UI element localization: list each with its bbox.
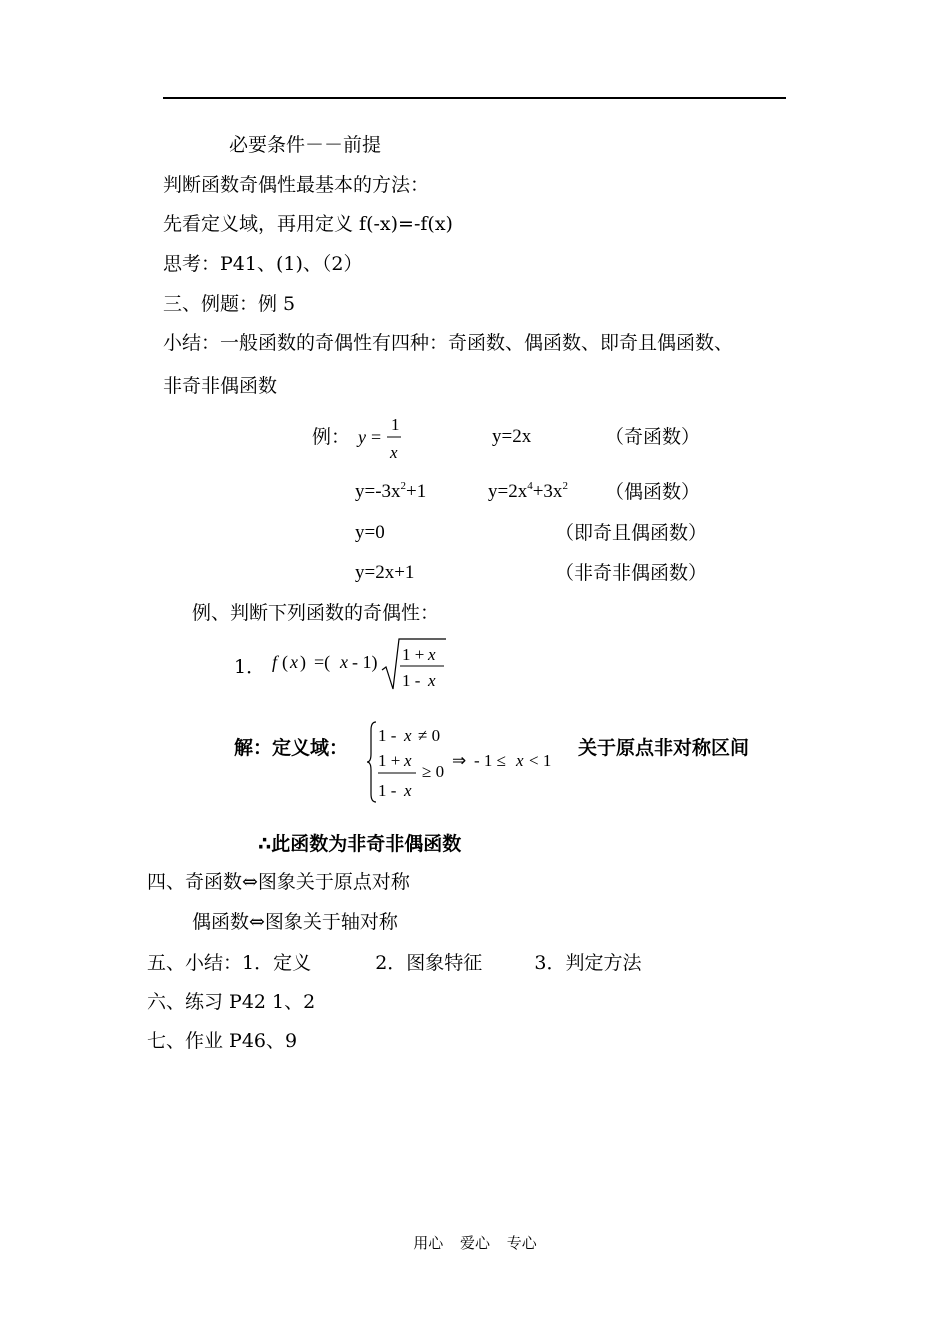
section-seven-homework: 七、作业 P46、9 — [147, 1030, 298, 1052]
svg-text:=(: =( — [314, 652, 331, 672]
header-rule — [163, 97, 786, 99]
page-footer — [0, 1232, 950, 1253]
summary-item-method: 3．判定方法 — [534, 952, 642, 974]
svg-text:- 1): - 1) — [352, 652, 378, 672]
section-five-summary — [147, 951, 641, 975]
svg-text:(: ( — [282, 652, 288, 672]
footer-text-b: 爱心 — [459, 1234, 490, 1252]
svg-text:x: x — [340, 652, 348, 672]
line-summary: 小结：一般函数的奇偶性有四种：奇函数、偶函数、即奇且偶函数、 — [163, 332, 734, 354]
svg-text:1 -: 1 - — [378, 781, 397, 800]
footer-text-a: 用心 — [413, 1234, 444, 1252]
svg-text:f: f — [272, 652, 278, 672]
svg-text:x: x — [428, 671, 436, 690]
svg-text:x: x — [404, 751, 412, 770]
type-neither: （非奇非偶函数） — [555, 562, 708, 584]
svg-text:y: y — [358, 427, 366, 447]
svg-text:≥ 0: ≥ 0 — [422, 762, 445, 781]
line-example-heading: 三、例题：例 5 — [163, 293, 296, 315]
line-method-title: 判断函数奇偶性最基本的方法： — [163, 174, 430, 196]
solution-label: 解：定义域： — [234, 737, 349, 759]
type-odd: （奇函数） — [605, 426, 701, 448]
svg-text:x: x — [390, 443, 398, 462]
section-four-even: 偶函数⇔图象关于轴对称 — [192, 911, 398, 933]
svg-text:x: x — [428, 645, 436, 664]
formula-fx-sqrt — [268, 634, 453, 696]
svg-text:1 -: 1 - — [402, 671, 421, 690]
formula-y-neg3x2-plus1: $y=-3x^2+1$ — [355, 480, 427, 502]
svg-text:≠ 0: ≠ 0 — [418, 726, 441, 745]
svg-text:): ) — [300, 652, 306, 672]
summary-item-graph: 2．图象特征 — [375, 952, 483, 974]
formula-y-2x: y=2x — [492, 426, 532, 447]
line-think: 思考：P41、(1)、（2） — [163, 253, 363, 275]
section-four-odd: 四、奇函数⇔图象关于原点对称 — [147, 871, 410, 893]
problem-title: 例、判断下列函数的奇偶性： — [192, 602, 440, 624]
example-label: 例： — [312, 426, 351, 448]
formula-y-2x4-plus-3x2: $y=2x^4+3x^2$ — [488, 480, 568, 502]
line-method: 先看定义域，再用定义 f(-x)=-f(x) — [163, 213, 453, 235]
type-even: （偶函数） — [605, 481, 701, 503]
svg-text:x: x — [290, 652, 298, 672]
section-six-practice: 六、练习 P42 1、2 — [147, 991, 316, 1013]
formula-y-equals-1-over-x — [354, 413, 414, 467]
footer-text-c: 专心 — [506, 1234, 537, 1252]
formula-domain-system — [366, 718, 566, 806]
problem-number: 1． — [234, 656, 266, 678]
line-summary-cont: 非奇非偶函数 — [163, 375, 278, 397]
svg-text:x: x — [516, 751, 524, 770]
type-odd-and-even: （即奇且偶函数） — [555, 522, 708, 544]
svg-text:1: 1 — [391, 415, 400, 434]
formula-y-2x-plus-1: y=2x+1 — [355, 562, 415, 583]
svg-text:- 1 ≤: - 1 ≤ — [474, 751, 506, 770]
svg-text:1 +: 1 + — [378, 751, 401, 770]
svg-text:x: x — [404, 726, 412, 745]
svg-text:1 +: 1 + — [402, 645, 425, 664]
svg-text:⇒: ⇒ — [452, 751, 467, 770]
svg-text:x: x — [404, 781, 412, 800]
svg-text:1 -: 1 - — [378, 726, 397, 745]
svg-text:< 1: < 1 — [529, 751, 552, 770]
domain-conclusion: 关于原点非对称区间 — [578, 737, 750, 759]
therefore-conclusion: ∴此函数为非奇非偶函数 — [258, 833, 462, 855]
formula-y-0: y=0 — [355, 522, 385, 543]
summary-item-definition: 五、小结：1．定义 — [147, 952, 312, 974]
line-necessary-condition: 必要条件－－前提 — [229, 134, 382, 156]
svg-text:=: = — [371, 427, 382, 447]
